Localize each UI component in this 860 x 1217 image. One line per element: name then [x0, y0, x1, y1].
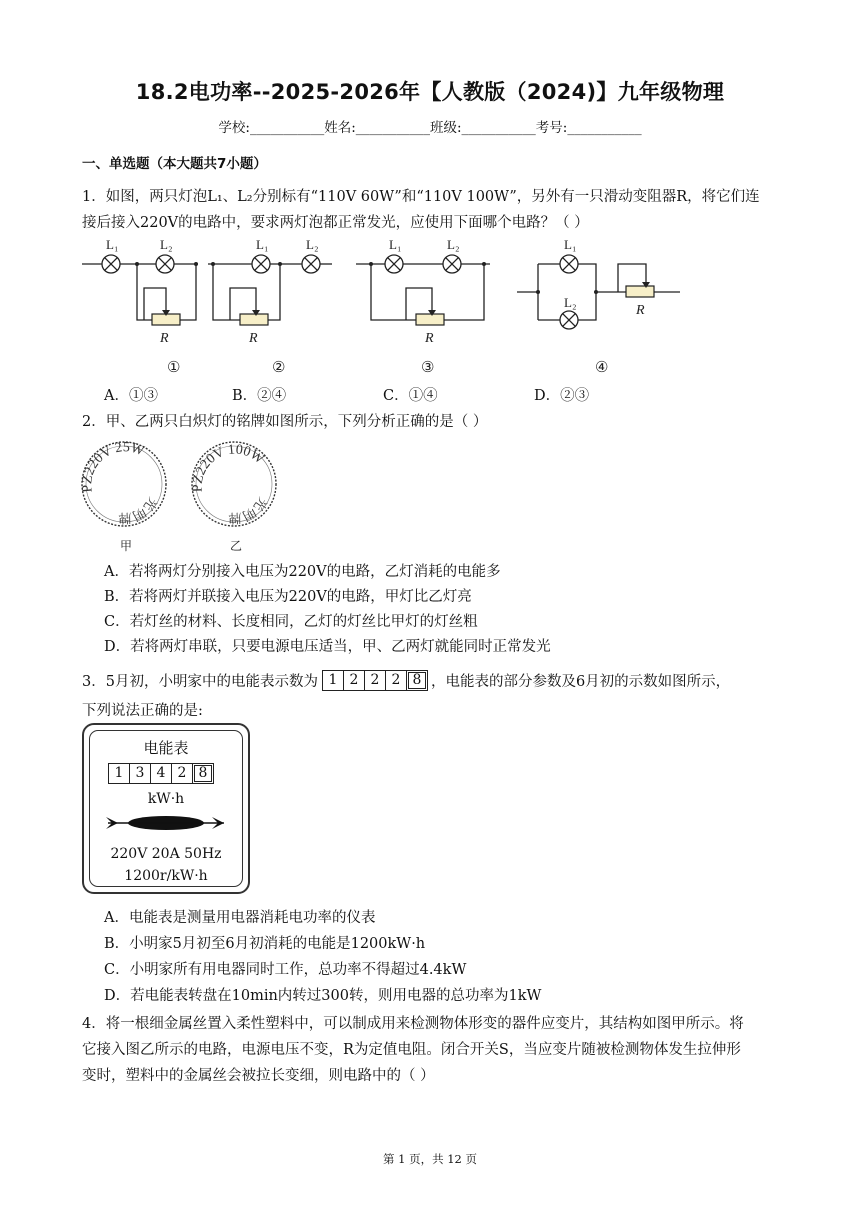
- page-title: 18.2电功率--2025-2026年【人教版（2024)】九年级物理: [135, 80, 725, 104]
- q3-stem-post: ，电能表的部分参数及6月初的示数如图所示，: [430, 674, 731, 690]
- figure-label: ③: [421, 360, 435, 376]
- meter-spec-1: 220V 20A 50Hz: [110, 846, 222, 862]
- q1-circuit-figure: [80, 232, 700, 382]
- digit: 1: [108, 763, 130, 784]
- lamp-label: L₂: [447, 237, 460, 252]
- meter-title: 电能表: [143, 739, 189, 757]
- q1-option-a[interactable]: A．①③: [104, 388, 158, 404]
- resistor-label: R: [249, 331, 258, 346]
- lamp-label: L₂: [160, 237, 173, 252]
- q2-option-c[interactable]: C．若灯丝的材料、长度相同，乙灯的灯丝比甲灯的灯丝粗: [104, 614, 478, 630]
- seal-brand-text: 光明牌: [118, 494, 161, 526]
- q2-stem: 2．甲、乙两只白炽灯的铭牌如图所示，下列分析正确的是（ ）: [82, 414, 488, 430]
- q3-option-a[interactable]: A．电能表是测量用电器消耗电功率的仪表: [104, 910, 376, 926]
- resistor-label: R: [425, 331, 434, 346]
- q1-stem-line1: 1．如图，两只灯泡L₁、L₂分别标有“110V 60W”和“110V 100W”，另外有一只滑动变阻器R，将它们连: [82, 189, 760, 205]
- digit: 1: [322, 670, 344, 691]
- digit-decimal: 8: [406, 670, 428, 691]
- seal-brand-text: 光明牌: [228, 494, 271, 526]
- seal-label-jia: 甲: [120, 539, 133, 553]
- seal-jia: [80, 440, 166, 553]
- q1-stem-line2: 接后接入220V的电路中，要求两灯泡都正常发光，应使用下面哪个电路？（ ）: [82, 215, 589, 231]
- digit: 2: [364, 670, 386, 691]
- digit: 3: [129, 763, 151, 784]
- digit: 2: [385, 670, 407, 691]
- lamp-label: L₁: [389, 237, 402, 252]
- seal-label-yi: 乙: [230, 539, 243, 553]
- lamp-label: L₁: [564, 237, 577, 252]
- figure-label: ①: [167, 360, 181, 376]
- meter-spec-2: 1200r/kW·h: [124, 868, 208, 884]
- q4-stem-line1: 4．将一根细金属丝置入柔性塑料中，可以制成用来检测物体形变的器件应变片，其结构如图甲所示。将: [82, 1016, 744, 1032]
- digit: 2: [343, 670, 365, 691]
- q3-option-d[interactable]: D．若电能表转盘在10min内转过300转，则用电器的总功率为1kW: [104, 988, 542, 1004]
- lamp-label: L₁: [256, 237, 269, 252]
- digit-decimal: 8: [192, 763, 214, 784]
- q3-stem-pre: 3．5月初，小明家中的电能表示数为: [82, 674, 318, 690]
- q1-option-d[interactable]: D．②③: [534, 388, 590, 404]
- lamp-label: L₂: [564, 295, 577, 310]
- digit: 2: [171, 763, 193, 784]
- energy-meter: [82, 723, 250, 894]
- meter-digits: [108, 763, 213, 784]
- q4-stem-line2: 它接入图乙所示的电路，电源电压不变，R为定值电阻。闭合开关S，当应变片随被检测物体发生拉伸形: [82, 1042, 741, 1058]
- q3-option-c[interactable]: C．小明家所有用电器同时工作，总功率不得超过4.4kW: [104, 962, 467, 978]
- seal-yi: [191, 442, 276, 553]
- meter-disc-icon: [104, 813, 228, 833]
- q2-option-d[interactable]: D．若将两灯串联，只要电源电压适当，甲、乙两灯就能同时正常发光: [104, 639, 551, 655]
- digit: 4: [150, 763, 172, 784]
- q1-option-b[interactable]: B．②④: [232, 388, 287, 404]
- lamp-label: L₁: [106, 237, 119, 252]
- student-info-line: 学校:___________姓名:___________班级:___________考号:___________: [218, 120, 642, 136]
- resistor-label: R: [636, 303, 645, 318]
- seal-rating-text: PZ220V 25W: [80, 440, 147, 494]
- q2-option-a[interactable]: A．若将两灯分别接入电压为220V的电路，乙灯消耗的电能多: [104, 564, 501, 580]
- may-reading-digits: [322, 670, 427, 691]
- q1-option-c[interactable]: C．①④: [383, 388, 438, 404]
- q2-bulb-nameplates: [80, 434, 280, 556]
- lamp-label: L₂: [306, 237, 319, 252]
- seal-rating-text: PZ220V 100W: [190, 442, 267, 493]
- resistor-label: R: [160, 331, 169, 346]
- page-footer: 第 1 页，共 12 页: [382, 1152, 478, 1166]
- q3-stem-line1: [82, 670, 730, 691]
- section-heading: 一、单选题（本大题共7小题）: [82, 156, 267, 172]
- q4-stem-line3: 变时，塑料中的金属丝会被拉长变细，则电路中的（ ）: [82, 1068, 435, 1084]
- meter-unit: kW·h: [147, 791, 185, 807]
- figure-label: ④: [595, 360, 609, 376]
- q3-stem-line2: 下列说法正确的是:: [82, 703, 203, 719]
- q3-option-b[interactable]: B．小明家5月初至6月初消耗的电能是1200kW·h: [104, 936, 426, 952]
- figure-label: ②: [272, 360, 286, 376]
- q2-option-b[interactable]: B．若将两灯并联接入电压为220V的电路，甲灯比乙灯亮: [104, 589, 472, 605]
